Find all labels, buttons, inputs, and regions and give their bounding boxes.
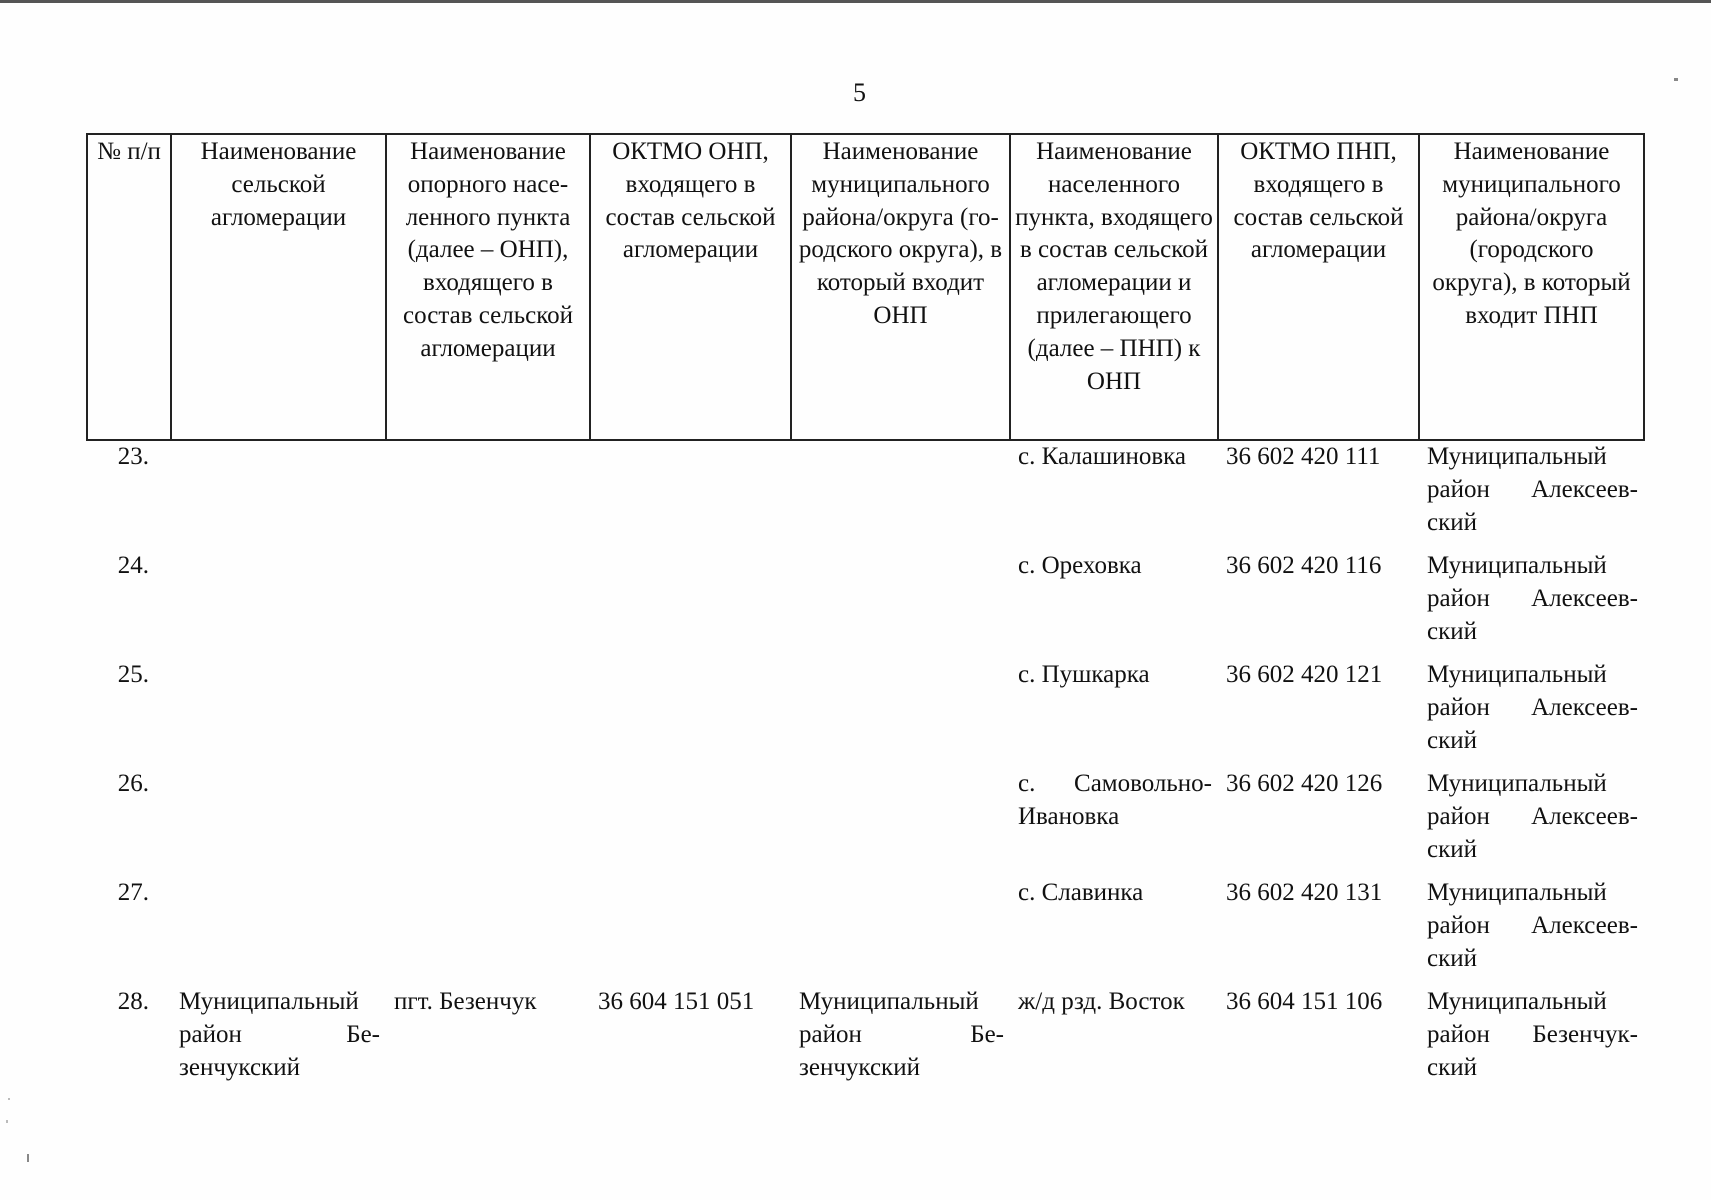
agglomeration-cell: [171, 659, 386, 768]
row-number: 28.: [117, 988, 149, 1015]
pnp-name-cell: с. Славинка: [1018, 879, 1144, 906]
top-border-line: [0, 0, 1711, 3]
header-pnp-name: Наименование населенного пункта, входящего в состав сельской агломерации и прилегающего (далее – ПНП) к ОНП: [1010, 134, 1218, 440]
table-row: [87, 550, 1644, 659]
onp-district-cell: [791, 440, 1010, 550]
table-row: [87, 440, 1644, 550]
pnp-name-cell: с. Пушкарка: [1018, 661, 1150, 688]
onp-name-cell: [386, 440, 590, 550]
pnp-district-cell: Муниципальный район Алексеевский: [1427, 661, 1638, 754]
table-row: [87, 986, 1644, 1096]
row-number: 27.: [117, 879, 149, 906]
agglomeration-cell: Муниципальный район Безенчукский: [179, 988, 380, 1081]
onp-oktmo-cell: [590, 659, 791, 768]
table-header-row: [87, 134, 1644, 440]
header-onp-name: Наименование опорного населенного пункта (далее – ОНП), входящего в состав сельской агломерации: [386, 134, 590, 440]
pnp-name-cell: с. Калашиновка: [1018, 443, 1187, 470]
header-onp-oktmo: ОКТМО ОНП, входящего в состав сельской агломерации: [590, 134, 791, 440]
onp-oktmo-cell: [590, 877, 791, 986]
onp-name-cell: [386, 877, 590, 986]
pnp-oktmo-cell: 36 602 420 116: [1226, 552, 1382, 579]
scan-speck: [1674, 78, 1678, 81]
pnp-oktmo-cell: 36 602 420 111: [1226, 443, 1381, 470]
onp-district-cell: [791, 768, 1010, 877]
pnp-oktmo-cell: 36 602 420 126: [1226, 770, 1383, 797]
onp-oktmo-cell: [590, 440, 791, 550]
onp-name-cell: [386, 768, 590, 877]
row-number: 24.: [117, 552, 149, 579]
pnp-oktmo-cell: 36 604 151 106: [1226, 988, 1383, 1015]
pnp-district-cell: Муниципальный район Безенчукский: [1427, 988, 1638, 1081]
onp-oktmo-cell: 36 604 151 051: [598, 988, 755, 1015]
scan-speck: [6, 1120, 8, 1123]
pnp-district-cell: Муниципальный район Алексеевский: [1427, 443, 1638, 536]
header-agglomeration: Наименование сельской агломерации: [171, 134, 386, 440]
onp-district-cell: [791, 550, 1010, 659]
pnp-name-cell: с. Ореховка: [1018, 552, 1142, 579]
pnp-district-cell: Муниципальный район Алексеевский: [1427, 552, 1638, 645]
pnp-oktmo-cell: 36 602 420 131: [1226, 879, 1383, 906]
table-row: [87, 659, 1644, 768]
pnp-district-cell: Муниципальный район Алексеевский: [1427, 879, 1638, 972]
onp-district-cell: [791, 659, 1010, 768]
row-number: 23.: [117, 443, 149, 470]
onp-name-cell: пгт. Безенчук: [394, 988, 537, 1015]
onp-name-cell: [386, 659, 590, 768]
page-number: 5: [853, 78, 866, 107]
onp-district-cell: [791, 877, 1010, 986]
row-number: 26.: [117, 770, 149, 797]
row-number: 25.: [117, 661, 149, 688]
agglomeration-cell: [171, 440, 386, 550]
agglomeration-cell: [171, 768, 386, 877]
pnp-name-cell: ж/д рзд. Восток: [1018, 988, 1185, 1015]
scan-speck: [27, 1154, 29, 1162]
table-row: [87, 768, 1644, 877]
agglomeration-table: [86, 133, 1645, 1096]
onp-district-cell: Муниципальный район Безенчукский: [799, 988, 1004, 1081]
scan-speck: [8, 1098, 10, 1100]
header-pnp-district: Наименование муниципального района/округа (городского округа), в который входит ПНП: [1419, 134, 1644, 440]
onp-oktmo-cell: [590, 550, 791, 659]
onp-name-cell: [386, 550, 590, 659]
header-pnp-oktmo: ОКТМО ПНП, входящего в состав сельской агломерации: [1218, 134, 1419, 440]
table-row: [87, 877, 1644, 986]
header-number: № п/п: [87, 134, 171, 440]
pnp-oktmo-cell: 36 602 420 121: [1226, 661, 1383, 688]
onp-oktmo-cell: [590, 768, 791, 877]
header-onp-district: Наименование муниципального района/округа (городского округа), в который входит ОНП: [791, 134, 1010, 440]
pnp-name-cell: с. Самовольно-Ивановка: [1018, 770, 1212, 830]
agglomeration-cell: [171, 550, 386, 659]
agglomeration-cell: [171, 877, 386, 986]
pnp-district-cell: Муниципальный район Алексеевский: [1427, 770, 1638, 863]
